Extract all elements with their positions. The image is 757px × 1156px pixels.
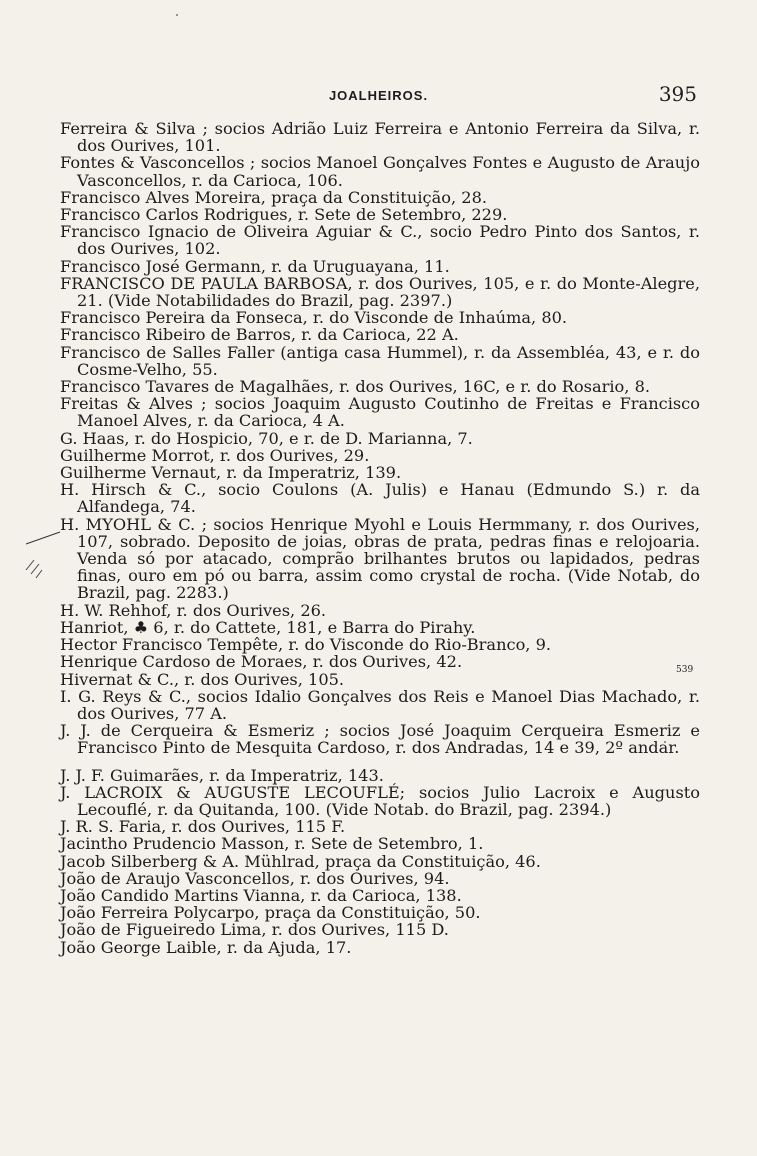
list-item: João Ferreira Polycarpo, praça da Constituição, 50. [60, 903, 481, 923]
list-item: João George Laible, r. da Ajuda, 17. [60, 937, 352, 957]
list-item: Hanriot, ♣ 6, r. do Cattete, 181, e Barra do Pirahy. [60, 617, 476, 637]
list-item: Guilherme Morrot, r. dos Ourives, 29. [60, 445, 370, 465]
margin-bracket-mark [22, 530, 62, 590]
margin-annotation: 539 [676, 665, 694, 675]
list-item: Guilherme Vernaut, r. da Imperatriz, 139. [60, 463, 402, 483]
list-item: Hector Francisco Tempête, r. do Visconde do Rio-Branco, 9. [60, 635, 552, 655]
list-item: J. LACROIX & AUGUSTE LECOUFLÉ; socios Julio Lacroix e Augusto Lecouflé, r. da Quitanda, 100. (Vide Notab. do Brazil, pag. 2394.) [60, 782, 700, 819]
list-item: J. J. de Cerqueira & Esmeriz ; socios José Joaquim Cerqueira Esmeriz e Francisco Pinto de Mesquita Cardoso, r. dos Andradas, 14 e 39, 2º andar. [60, 721, 700, 758]
list-item: Freitas & Alves ; socios Joaquim Augusto Coutinho de Freitas e Francisco Manoel Alves, r. da Carioca, 4 A. [60, 394, 700, 431]
speck [176, 14, 178, 16]
list-item: J. J. F. Guimarães, r. da Imperatriz, 143. [60, 765, 384, 785]
list-item: Hivernat & C., r. dos Ourives, 105. [60, 669, 345, 689]
list-item: H. W. Rehhof, r. dos Ourives, 26. [60, 600, 327, 620]
list-item: Francisco José Germann, r. da Uruguayana, 11. [60, 256, 450, 276]
page-title: JOALHEIROS. [328, 88, 429, 103]
directory-list [60, 120, 700, 956]
list-item: João de Figueiredo Lima, r. dos Ourives, 115 D. [60, 920, 449, 940]
list-item: J. R. S. Faria, r. dos Ourives, 115 F. [60, 817, 346, 837]
list-item: João de Araujo Vasconcellos, r. dos Ourives, 94. [60, 868, 450, 888]
list-item: Jacob Silberberg & A. Mühlrad, praça da Constituição, 46. [60, 851, 541, 871]
list-item: H. MYOHL & C. ; socios Henrique Myohl e Louis Hermmany, r. dos Ourives, 107, sobrado. Deposito de joias, obras de prata, pedras finas e relojoaria. Venda só por atacado, comprão brilhantes brutos ou lapidados, pedras finas, ouro em pó ou barra, assim como crystal de rocha. (Vide Notab, do Brazil, pag. 2283.) [60, 514, 700, 603]
list-item: G. Haas, r. do Hospicio, 70, e r. de D. Marianna, 7. [60, 428, 473, 448]
list-item: Francisco Pereira da Fonseca, r. do Visconde de Inhaúma, 80. [60, 308, 568, 328]
list-item: FRANCISCO DE PAULA BARBOSA, r. dos Ourives, 105, e r. do Monte-Alegre, 21. (Vide Notabilidades do Brazil, pag. 2397.) [60, 273, 700, 311]
list-item: Francisco de Salles Faller (antiga casa Hummel), r. da Assembléa, 43, e r. do Cosme-Velho, 55. [60, 342, 700, 379]
list-item: João Candido Martins Vianna, r. da Carioca, 138. [60, 885, 462, 905]
page-number: 395 [658, 82, 697, 106]
list-item: Henrique Cardoso de Moraes, r. dos Ourives, 42. [60, 652, 463, 672]
page-header [60, 82, 697, 106]
list-item: I. G. Reys & C., socios Idalio Gonçalves dos Reis e Manoel Dias Machado, r. dos Ourives, 77 A. [60, 686, 700, 723]
list-item: H. Hirsch & C., socio Coulons (A. Julis) e Hanau (Edmundo S.) r. da Alfandega, 74. [60, 480, 700, 517]
list-item: Francisco Ignacio de Oliveira Aguiar & C., socio Pedro Pinto dos Santos, r. dos Ourives, 102. [60, 222, 700, 259]
list-item: Jacintho Prudencio Masson, r. Sete de Setembro, 1. [60, 834, 484, 854]
list-item: Francisco Ribeiro de Barros, r. da Carioca, 22 A. [60, 325, 459, 345]
list-item: Fontes & Vasconcellos ; socios Manoel Gonçalves Fontes e Augusto de Araujo Vasconcellos, r. da Carioca, 106. [60, 153, 700, 190]
list-item: Francisco Alves Moreira, praça da Constituição, 28. [60, 187, 488, 207]
list-item: Francisco Tavares de Magalhães, r. dos Ourives, 16C, e r. do Rosario, 8. [60, 377, 651, 397]
list-item: Ferreira & Silva ; socios Adrião Luiz Ferreira e Antonio Ferreira da Silva, r. dos Ourives, 101. [60, 119, 700, 156]
list-item: Francisco Carlos Rodrigues, r. Sete de Setembro, 229. [60, 205, 508, 225]
